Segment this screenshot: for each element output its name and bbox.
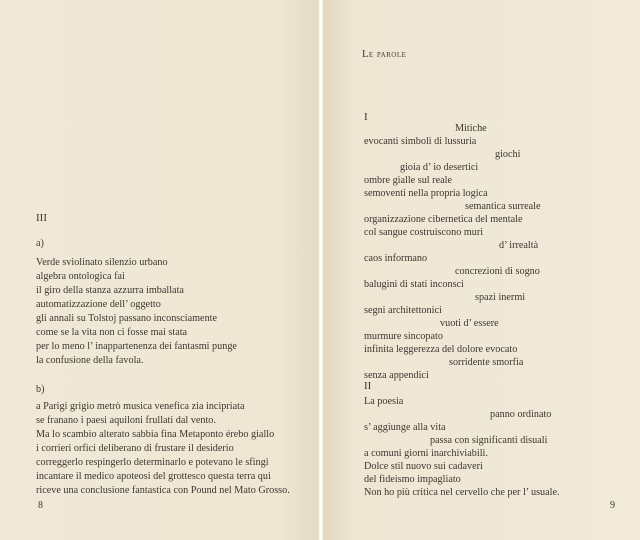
poem-line: algebra ontologica fai [36, 271, 125, 282]
poem-line: Ma lo scambio alterato sabbia fina Metaponto érebo giallo [36, 429, 275, 440]
poem-line: spazi inermi [475, 292, 526, 303]
poem-line: organizzazione cibernetica del mentale [364, 214, 523, 225]
poem-line: senza appendici [364, 370, 429, 381]
poem-line: gioia d’ io desertici [400, 162, 479, 173]
running-header: Le parole [362, 49, 407, 60]
poem-line: d’ irrealtà [499, 240, 539, 251]
poem-line: la confusione della favola. [36, 355, 144, 366]
left-page [0, 0, 318, 540]
poem-line: il giro della stanza azzurra imballata [36, 285, 184, 296]
poem-line: i corrieri orfici deliberano di frustare il desiderio [36, 443, 234, 454]
poem-line: vuoti d’ essere [440, 318, 499, 329]
poem-line: giochi [495, 149, 521, 160]
poem-line: se franano i paesi aquiloni frullati dal vento. [36, 415, 216, 426]
section-number-ii: II [364, 380, 372, 392]
poem-line: infinita leggerezza del dolore evocato [364, 344, 518, 355]
poem-line: a Parigi grigio metrò musica venefica zia incipriata [36, 401, 245, 412]
poem-line: a comuni giorni inarchiviabili. [364, 448, 488, 459]
right-page [324, 0, 640, 540]
poem-line: del fideismo impagliato [364, 474, 461, 485]
poem-line: correggerlo respingerlo determinarlo e potevano le sfingi [36, 457, 269, 468]
poem-line: La poesia [364, 396, 404, 407]
poem-line: panno ordinato [490, 409, 552, 420]
poem-line: incantare il medico apoteosi del grottesco questa terra qui [36, 471, 271, 482]
poem-line: Dolce stil nuovo sui cadaveri [364, 461, 483, 472]
poem-line: gli annali su Tolstoj passano inconsciamente [36, 313, 218, 324]
poem-line: caos informano [364, 253, 428, 264]
poem-line: Verde sviolinato silenzio urbano [36, 257, 168, 268]
poem-line: murmure sincopato [364, 331, 443, 342]
poem-line: sorridente smorfia [449, 357, 524, 368]
poem-line: col sangue costruiscono muri [364, 227, 484, 238]
poem-line: ombre gialle sul reale [364, 175, 452, 186]
poem-line: evocanti simboli di lussuria [364, 136, 477, 147]
poem-line: concrezioni di sogno [455, 266, 540, 277]
poem-line: semantica surreale [465, 201, 541, 212]
page-number-right: 9 [610, 500, 615, 511]
poem-line: come se la vita non ci fosse mai stata [36, 327, 188, 338]
part-label-a: a) [36, 238, 44, 249]
poem-line: per lo meno l’ inappartenenza dei fantasmi punge [36, 341, 237, 352]
poem-line: Non ho più critica nel cervello che per l’ usuale. [364, 487, 560, 498]
poem-line: segni architettonici [364, 305, 442, 316]
poem-line: balugini di stati inconsci [364, 279, 464, 290]
poem-line: semoventi nella propria logica [364, 188, 488, 199]
section-number-iii: III [36, 212, 47, 224]
part-label-b: b) [36, 384, 45, 395]
section-number-i: I [364, 111, 368, 123]
page-number-left: 8 [38, 500, 43, 511]
poem-line: automatizzazione dell’ oggetto [36, 299, 161, 310]
poem-line: Mitiche [455, 123, 487, 134]
poem-line: passa con significanti disuali [430, 435, 548, 446]
poem-line: riceve una conclusione fantastica con Pound nel Mato Grosso. [36, 485, 290, 496]
poem-line: s’ aggiunge alla vita [364, 422, 446, 433]
